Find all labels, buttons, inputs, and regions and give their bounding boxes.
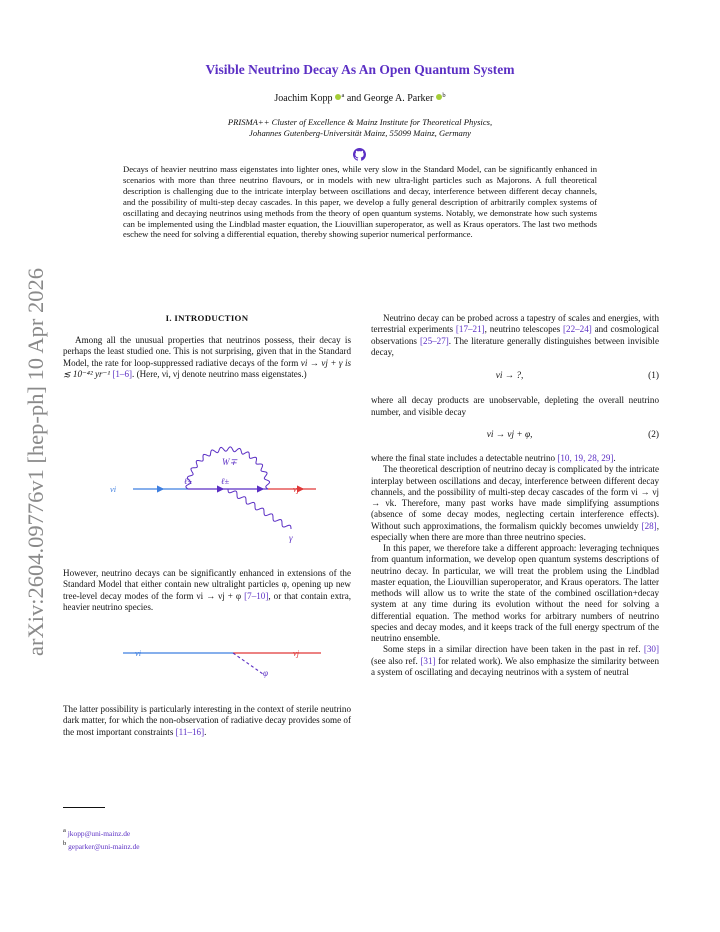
radiative-decay-feynman-diagram — [63, 444, 351, 544]
paragraph: The theoretical description of neutrino decay is complicated by the intricate interplay between oscillations and decay, interference between different decay channels, and the possibility of multi-step decay cascades of the form νi → νj → νk. Therefore, many past works have made simplifying assumptions (absence of some decay modes, neglecting certain interference effects). Without such approximations, the formalism quickly becomes unwieldy [28], especially when there are more than three neutrino species. — [371, 464, 659, 542]
email-link[interactable]: jkopp@uni-mainz.de — [67, 829, 131, 838]
affiliation — [0, 117, 720, 139]
footnotes — [63, 826, 140, 851]
equation-2: νi → νj + φ, (2) — [486, 429, 659, 440]
paragraph: where the final state includes a detectable neutrino [10, 19, 28, 29]. — [371, 453, 616, 463]
visible-decay-feynman-diagram — [63, 640, 351, 688]
affiliation-line-1: PRISMA++ Cluster of Excellence & Mainz Institute for Theoretical Physics, — [227, 117, 493, 127]
email-link[interactable]: geparker@uni-mainz.de — [68, 841, 140, 851]
affil-mark-b: b — [442, 92, 446, 99]
label-w-boson: W∓ — [222, 457, 238, 467]
citation-link[interactable]: [25–27] — [420, 335, 449, 346]
intro-paragraph-3: The latter possibility is particularly interesting in the context of sterile neutrino dark matter, for which the non-observation of radiative decay provides some of the most important constraints [11–16]. — [63, 704, 352, 737]
right-column — [371, 313, 659, 678]
paragraph: In this paper, we therefore take a different approach: leveraging techniques from quantum information, we develop open quantum systems descriptions of neutrino decay. In particular, we will treat the problem using the Lindblad master equation, the Liouvillian superoperator, and Kraus operators. The latter methods will allow us to write the state of the combined oscillation+decay system at any time during its evolution without the need for solving a differential equation. The method works for arbitrary numbers of neutrino species and decay modes, and it keeps track of the full energy spectrum of the neutrino ensemble. — [371, 543, 659, 643]
abstract: Decays of heavier neutrino mass eigenstates into lighter ones, while very slow in the Standard Model, can be significantly enhanced in scenarios with more than three neutrino flavours, or in models with new ultra-light particles such as Majorons. A full theoretical description is challenging due to the intricate interplay between oscillations and decay, interference between different decay channels, and the possibility of multi-step decay cascades. In this paper, we develop a fully general description of arbitrarily complex systems of oscillating and decaying neutrinos using methods from the theory of open quantum systems. Notably, we demonstrate how such systems can be implemented using the Lindblad master equation, the Liouvillian superoperator, as well as Kraus operators. The last two methods eschew the need for solving a differential equation, thereby showing superior numerical performance. — [123, 164, 597, 240]
label-nu-j: νj — [293, 484, 300, 494]
paragraph: Some steps in a similar direction have been taken in the past in ref. [30] (see also ref. [31] for related work). We also emphasize the similarity between a system of oscillating and decaying neutrinos with a system of neutral — [371, 644, 659, 677]
affil-mark-a: a — [341, 92, 345, 99]
author-kopp[interactable]: Joachim Kopp — [274, 93, 333, 104]
author-and: and — [344, 93, 364, 104]
intro-paragraph-2: However, neutrino decays can be significantly enhanced in extensions of the Standard Model that either contain new ultralight particles φ, opening up new tree-level decay modes of the form νi → νj + φ [7–10], or that contain extra, heavier neutrino species. — [63, 568, 351, 612]
citation-link[interactable]: [7–10] — [244, 590, 269, 601]
equation-number: (2) — [648, 429, 659, 440]
intro-paragraph-1: Among all the unusual properties that neutrinos possess, their decay is perhaps the least studied one. This is not surprising, given that in the Standard Model, the rate for loop-suppressed radiative decays of the form νi → νj + γ is ≲ 10⁻⁴² yr⁻¹ [1–6]. (Here, νi, νj denote neutrino mass eigenstates.) — [63, 335, 352, 379]
label-photon: γ — [289, 533, 293, 543]
citation-link[interactable]: [1–6] — [112, 368, 133, 379]
citation-link[interactable]: [22–24] — [563, 324, 592, 335]
scalar-phi-line — [233, 653, 263, 674]
arxiv-id[interactable]: arXiv:2604.09776v1 [hep-ph] 10 Apr 2026 — [23, 267, 48, 657]
paper-title: Visible Neutrino Decay As An Open Quantum System — [205, 62, 515, 77]
footnote-rule — [63, 807, 105, 808]
equation-1: νi → ?, (1) — [495, 371, 659, 381]
label-lepton-2: ℓ± — [221, 476, 230, 486]
equation-number: (1) — [648, 371, 659, 381]
label-phi: φ — [263, 668, 268, 678]
label-nu-i: νi — [135, 648, 142, 658]
citation-link[interactable]: [28] — [641, 520, 657, 531]
photon-line — [228, 489, 291, 529]
citation-link[interactable]: [30] — [643, 644, 659, 655]
author-parker[interactable]: George A. Parker — [363, 93, 434, 104]
paragraph: where all decay products are unobservable, depleting the overall neutrino number, and visible decay — [371, 395, 659, 417]
footnote-b: b geparker@uni-mainz.de — [63, 839, 140, 851]
label-nu-i: νi — [110, 484, 117, 494]
affiliation-line-2: Johannes Gutenberg-Universität Mainz, 55099 Mainz, Germany — [249, 128, 471, 138]
citation-link[interactable]: [10, 19, 28, 29] — [557, 453, 614, 463]
citation-link[interactable]: [17–21] — [455, 324, 485, 335]
section-heading-introduction: I. INTRODUCTION — [165, 313, 249, 323]
label-lepton-1: ℓ± — [184, 476, 193, 486]
citation-link[interactable]: [31] — [420, 655, 436, 666]
footnote-a: a jkopp@uni-mainz.de — [63, 827, 131, 838]
author-line — [0, 92, 720, 104]
citation-link[interactable]: [11–16] — [175, 726, 205, 737]
paragraph: Neutrino decay can be probed across a tapestry of scales and energies, with terrestrial experiments [17–21], neutrino telescopes [22–24] and cosmological observations [25–27]. The literature generally distinguishes between invisible decay, — [371, 313, 659, 357]
label-nu-j: νj — [293, 648, 300, 658]
